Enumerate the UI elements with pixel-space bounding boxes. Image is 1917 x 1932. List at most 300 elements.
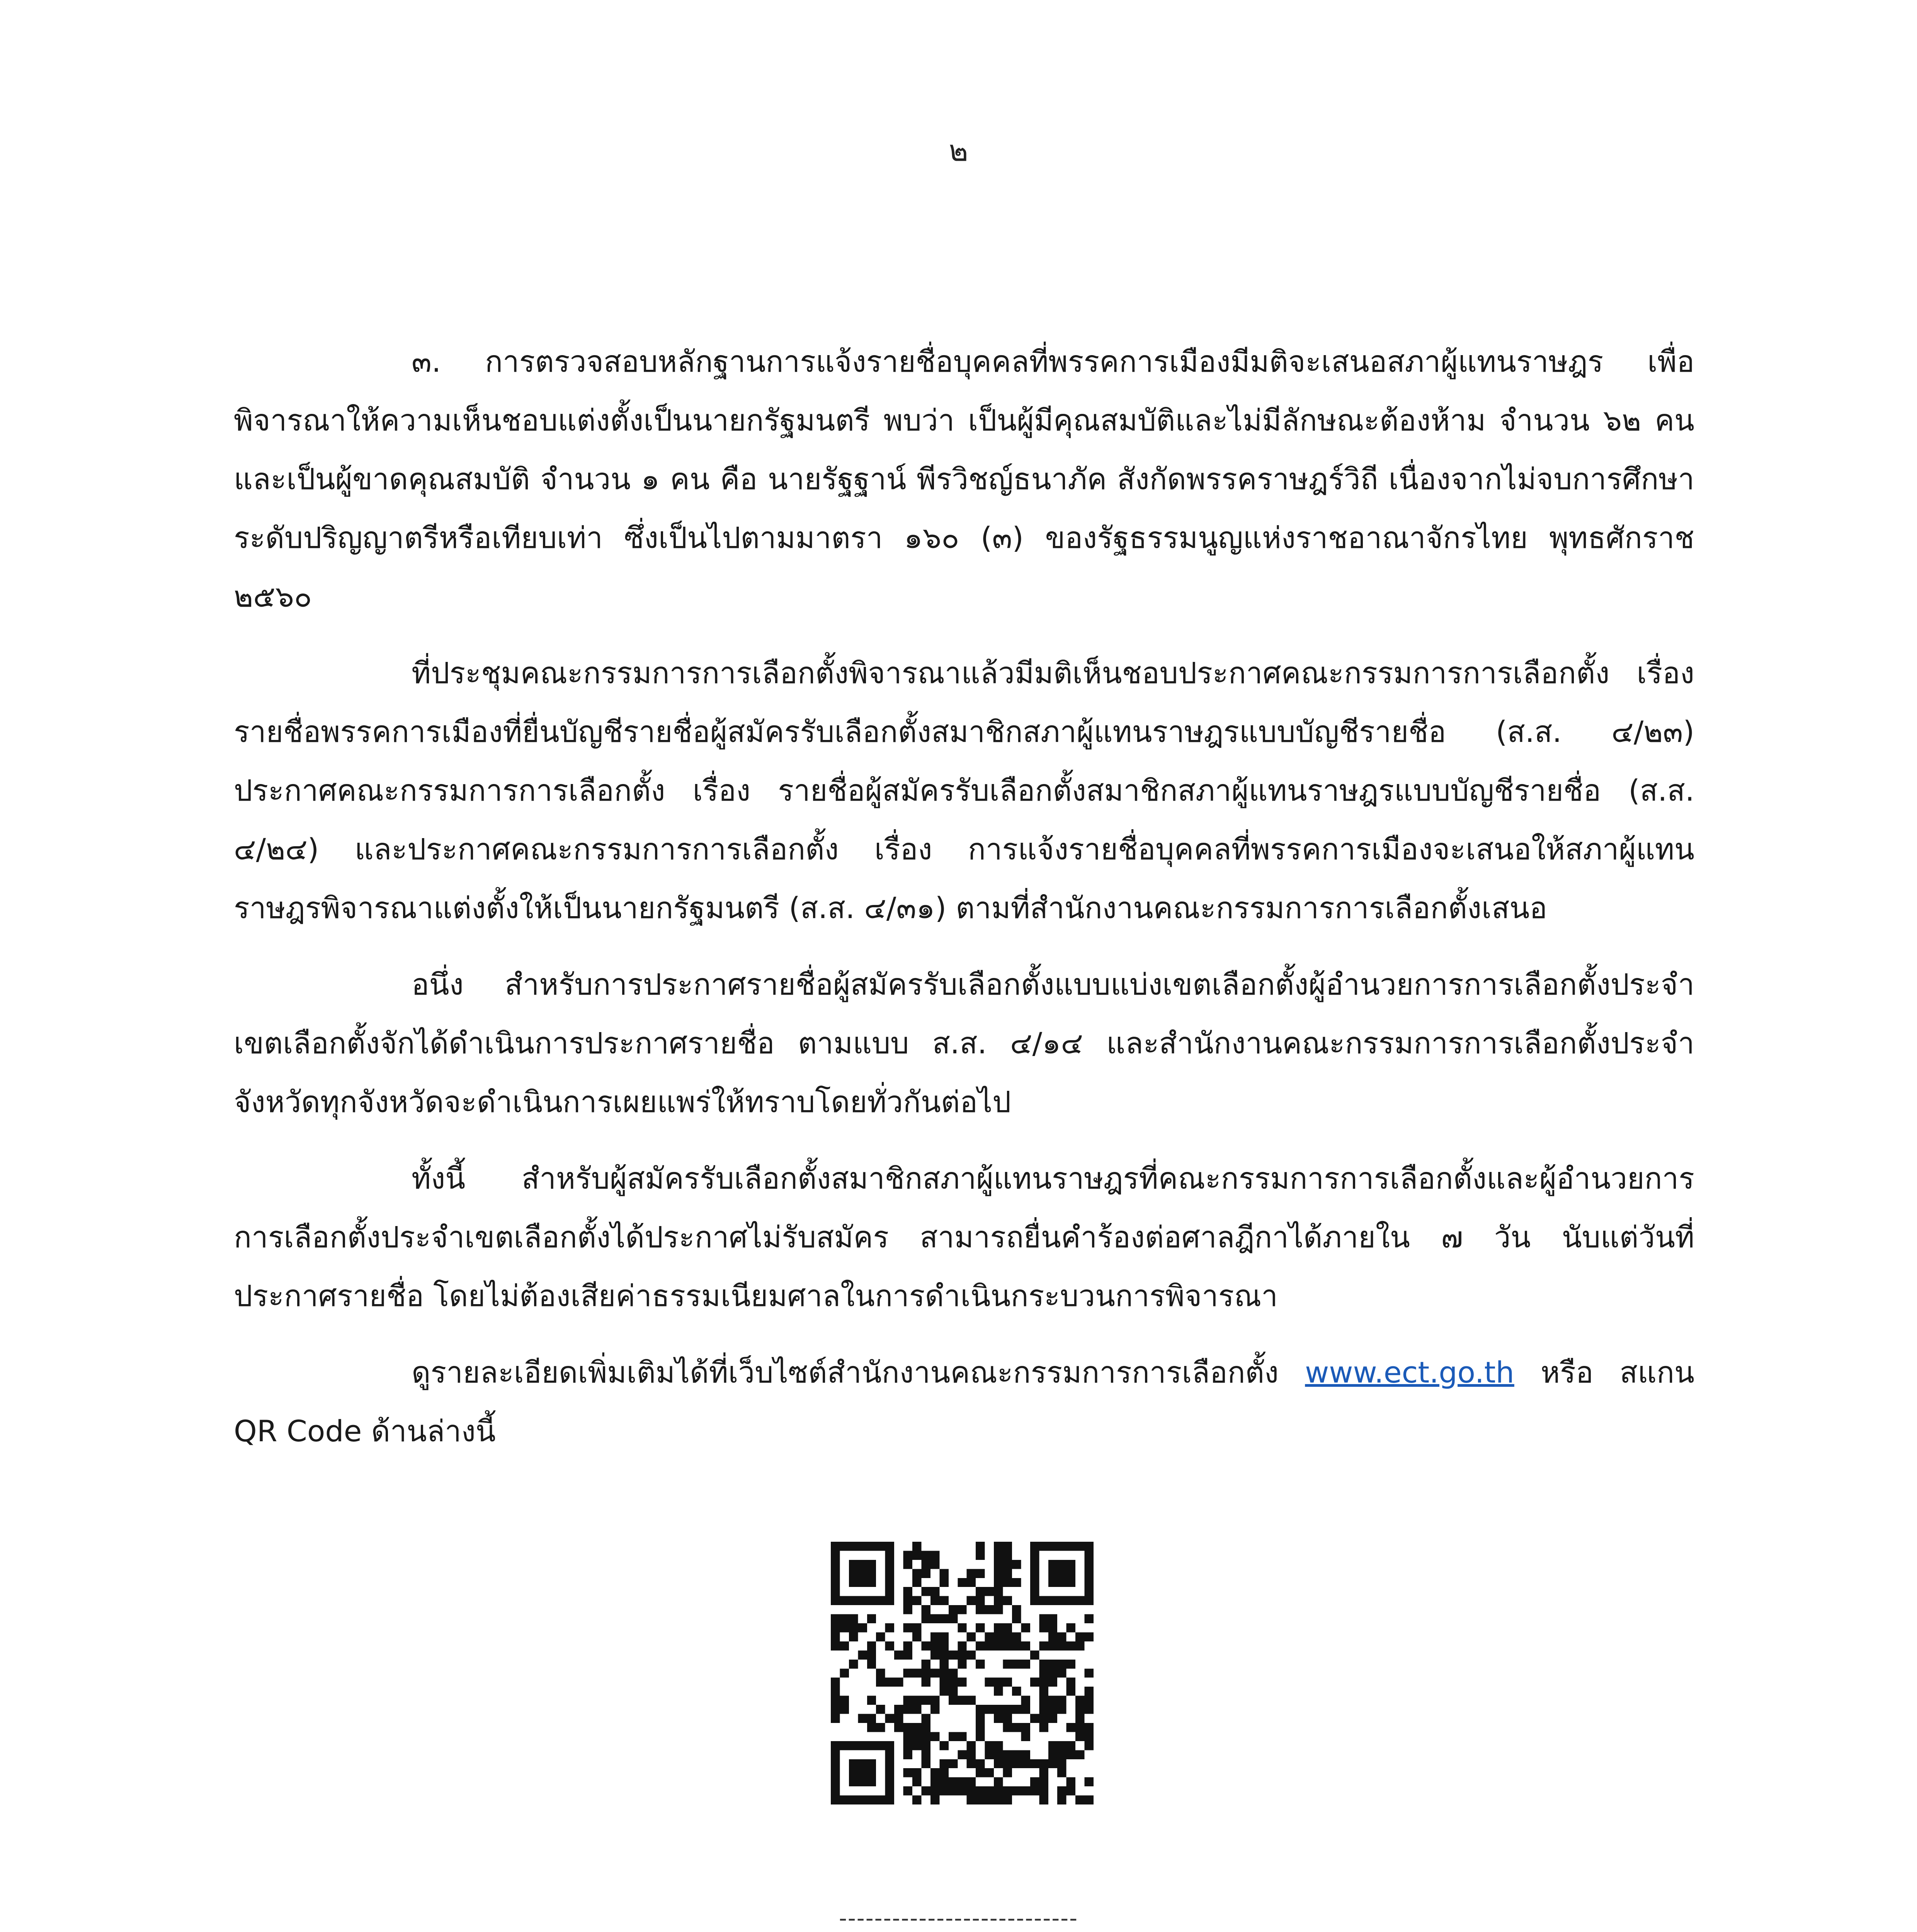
qr-module — [840, 1705, 849, 1714]
qr-module — [1057, 1741, 1066, 1750]
qr-module — [1067, 1623, 1075, 1632]
qr-module — [930, 1768, 939, 1777]
qr-module — [1057, 1786, 1066, 1795]
qr-module — [831, 1714, 840, 1723]
qr-module — [939, 1687, 948, 1696]
qr-module — [930, 1777, 939, 1786]
qr-module — [976, 1768, 985, 1777]
qr-module — [912, 1768, 921, 1777]
qr-module — [1003, 1750, 1012, 1759]
qr-module — [1085, 1614, 1094, 1623]
qr-module — [985, 1786, 994, 1795]
qr-module — [1085, 1732, 1094, 1741]
qr-module — [921, 1605, 930, 1614]
qr-module — [939, 1678, 948, 1687]
qr-module — [994, 1687, 1003, 1696]
qr-module — [831, 1678, 840, 1687]
qr-module — [849, 1614, 858, 1623]
qr-module — [967, 1759, 976, 1768]
qr-module — [930, 1796, 939, 1804]
qr-module — [1075, 1632, 1084, 1641]
qr-module — [1003, 1660, 1012, 1668]
qr-module — [840, 1668, 849, 1677]
qr-module — [1003, 1705, 1012, 1714]
qr-module — [1048, 1678, 1057, 1687]
qr-module — [949, 1777, 958, 1786]
qr-module — [867, 1641, 876, 1650]
document-body — [234, 332, 1694, 1478]
qr-module — [967, 1578, 976, 1587]
qr-module — [1085, 1632, 1094, 1641]
qr-module — [1067, 1750, 1075, 1759]
page-number: ๒ — [949, 133, 968, 168]
qr-module — [1048, 1696, 1057, 1705]
qr-module — [1075, 1641, 1084, 1650]
qr-module — [894, 1650, 903, 1659]
qr-module — [958, 1750, 966, 1759]
qr-module — [930, 1668, 939, 1677]
qr-module — [1021, 1750, 1030, 1759]
qr-module — [1075, 1750, 1084, 1759]
qr-module — [967, 1777, 976, 1786]
qr-module — [985, 1796, 994, 1804]
qr-module — [912, 1596, 921, 1605]
qr-module — [1048, 1750, 1057, 1759]
qr-module — [994, 1714, 1003, 1723]
qr-module — [921, 1714, 930, 1723]
qr-module — [894, 1705, 903, 1714]
paragraph-announcement: อนึ่ง สำหรับการประกาศรายชื่อผู้สมัครรับเลือกตั้งแบบแบ่งเขตเลือกตั้งผู้อำนวยการการเลือกตั้งประจำเขตเลือกตั้งจักได้ดำเนินการประกาศรายชื่อ ตามแบบ ส.ส. ๔/๑๔ และสำนักงานคณะกรรมการการเลือกตั้งประจำจังหวัดทุกจังหวัดจะดำเนินการเผยแพร่ให้ทราบโดยทั่วกันต่อไป — [234, 967, 1694, 1119]
qr-module — [976, 1660, 985, 1668]
qr-module — [930, 1614, 939, 1623]
qr-module — [1012, 1723, 1021, 1732]
qr-module — [1003, 1569, 1012, 1578]
qr-module — [1003, 1542, 1012, 1551]
qr-module — [994, 1759, 1003, 1768]
qr-module — [903, 1750, 912, 1759]
qr-module — [958, 1696, 966, 1705]
qr-module — [912, 1705, 921, 1714]
qr-module — [1030, 1650, 1039, 1659]
qr-module — [1021, 1660, 1030, 1668]
qr-module — [994, 1551, 1003, 1560]
qr-module — [958, 1777, 966, 1786]
qr-module — [994, 1641, 1003, 1650]
qr-module — [1021, 1641, 1030, 1650]
qr-module — [939, 1596, 948, 1605]
qr-module — [831, 1696, 840, 1705]
qr-module — [840, 1696, 849, 1705]
qr-module — [976, 1542, 985, 1551]
qr-module — [930, 1705, 939, 1714]
qr-module — [1039, 1696, 1048, 1705]
qr-module — [1057, 1632, 1066, 1641]
qr-module — [867, 1723, 876, 1732]
qr-module — [985, 1768, 994, 1777]
qr-module — [939, 1786, 948, 1795]
qr-module — [1067, 1777, 1075, 1786]
qr-module — [1075, 1705, 1084, 1714]
qr-module — [949, 1786, 958, 1795]
qr-module — [903, 1696, 912, 1705]
qr-module — [1012, 1578, 1021, 1587]
qr-module — [1021, 1732, 1030, 1741]
qr-module — [994, 1569, 1003, 1578]
qr-module — [949, 1678, 958, 1687]
qr-module — [967, 1741, 976, 1750]
qr-module — [903, 1668, 912, 1677]
qr-module — [1075, 1796, 1084, 1804]
qr-module — [1057, 1641, 1066, 1650]
qr-module — [1048, 1632, 1057, 1641]
qr-module — [1012, 1641, 1021, 1650]
qr-module — [876, 1705, 885, 1714]
qr-module — [949, 1687, 958, 1696]
qr-module — [1003, 1632, 1012, 1641]
qr-module — [903, 1587, 912, 1596]
qr-module — [1030, 1759, 1039, 1768]
qr-module — [1048, 1660, 1057, 1668]
qr-module — [976, 1605, 985, 1614]
qr-module — [967, 1632, 976, 1641]
qr-module — [949, 1650, 958, 1659]
qr-module — [958, 1678, 966, 1687]
qr-module — [849, 1623, 858, 1632]
qr-module — [921, 1668, 930, 1677]
qr-module — [921, 1569, 930, 1578]
qr-module — [1085, 1723, 1094, 1732]
closing-text-after: หรือ สแกน QR Code ด้านล่างนี้ — [234, 1355, 1694, 1448]
qr-module — [976, 1732, 985, 1741]
qr-module — [1039, 1660, 1048, 1668]
qr-module — [976, 1705, 985, 1714]
qr-module — [1039, 1768, 1048, 1777]
qr-module — [1057, 1768, 1066, 1777]
qr-module — [1030, 1777, 1039, 1786]
qr-module — [939, 1569, 948, 1578]
qr-module — [930, 1786, 939, 1795]
qr-module — [921, 1678, 930, 1687]
qr-module — [912, 1623, 921, 1632]
qr-module — [985, 1705, 994, 1714]
qr-module — [1012, 1687, 1021, 1696]
qr-module — [930, 1641, 939, 1650]
ect-website-link[interactable]: www.ect.go.th — [1305, 1355, 1514, 1389]
qr-module — [1039, 1668, 1048, 1677]
qr-module — [994, 1786, 1003, 1795]
qr-module — [939, 1777, 948, 1786]
qr-module — [1067, 1786, 1075, 1795]
qr-module — [939, 1614, 948, 1623]
qr-module — [930, 1551, 939, 1560]
qr-module — [958, 1660, 966, 1668]
qr-module — [939, 1650, 948, 1659]
qr-module — [939, 1668, 948, 1677]
qr-module — [939, 1641, 948, 1650]
qr-module — [876, 1723, 885, 1732]
qr-module — [894, 1714, 903, 1723]
qr-module — [921, 1560, 930, 1569]
qr-module — [1003, 1596, 1012, 1605]
qr-module — [903, 1741, 912, 1750]
qr-module — [912, 1777, 921, 1786]
qr-module — [894, 1723, 903, 1732]
qr-module — [1012, 1759, 1021, 1768]
qr-module — [1057, 1660, 1066, 1668]
qr-module — [1012, 1786, 1021, 1795]
qr-module — [1057, 1705, 1066, 1714]
qr-module — [1039, 1714, 1048, 1723]
qr-module — [1021, 1705, 1030, 1714]
qr-module — [894, 1678, 903, 1687]
qr-module — [939, 1759, 948, 1768]
qr-module — [1030, 1786, 1039, 1795]
qr-module — [1039, 1759, 1048, 1768]
qr-module — [867, 1696, 876, 1705]
qr-module — [1048, 1623, 1057, 1632]
qr-module — [949, 1614, 958, 1623]
qr-module — [994, 1741, 1003, 1750]
qr-module — [912, 1696, 921, 1705]
qr-module — [1057, 1796, 1066, 1804]
qr-module — [1075, 1696, 1084, 1705]
qr-module — [1057, 1696, 1066, 1705]
qr-module — [994, 1578, 1003, 1587]
qr-module — [1003, 1714, 1012, 1723]
qr-module — [930, 1596, 939, 1605]
qr-module — [1021, 1723, 1030, 1732]
qr-module — [994, 1596, 1003, 1605]
qr-module — [958, 1786, 966, 1795]
qr-module — [912, 1569, 921, 1578]
qr-module — [1021, 1623, 1030, 1632]
qr-module — [903, 1732, 912, 1741]
qr-module — [930, 1560, 939, 1569]
qr-module — [985, 1605, 994, 1614]
qr-module — [1057, 1759, 1066, 1768]
qr-module — [1012, 1614, 1021, 1623]
qr-module — [985, 1741, 994, 1750]
qr-module — [1039, 1723, 1048, 1732]
qr-module — [976, 1569, 985, 1578]
qr-module — [958, 1641, 966, 1650]
qr-module — [921, 1741, 930, 1750]
qr-module — [912, 1542, 921, 1551]
qr-module — [1003, 1641, 1012, 1650]
qr-module — [921, 1551, 930, 1560]
qr-module — [903, 1641, 912, 1650]
qr-module — [994, 1560, 1003, 1569]
qr-module — [1003, 1560, 1012, 1569]
qr-module — [831, 1614, 840, 1623]
qr-module — [912, 1741, 921, 1750]
qr-module — [985, 1587, 994, 1596]
qr-module — [994, 1632, 1003, 1641]
qr-module — [976, 1714, 985, 1723]
qr-module — [1057, 1750, 1066, 1759]
qr-module — [994, 1750, 1003, 1759]
qr-module — [967, 1786, 976, 1795]
qr-module — [840, 1641, 849, 1650]
qr-module — [1067, 1723, 1075, 1732]
qr-module — [903, 1650, 912, 1659]
qr-module — [1003, 1759, 1012, 1768]
qr-module — [921, 1660, 930, 1668]
qr-module — [1003, 1768, 1012, 1777]
qr-module — [976, 1796, 985, 1804]
qr-module — [903, 1768, 912, 1777]
qr-module — [831, 1687, 840, 1696]
qr-module — [967, 1650, 976, 1659]
qr-module — [1003, 1723, 1012, 1732]
qr-module — [930, 1632, 939, 1641]
qr-module — [1075, 1732, 1084, 1741]
qr-module — [967, 1596, 976, 1605]
qr-module — [994, 1777, 1003, 1786]
qr-module — [958, 1623, 966, 1632]
closing-text: ดูรายละเอียดเพิ่มเติมได้ที่เว็บไซต์สำนักงานคณะกรรมการการเลือกตั้ง — [412, 1355, 1305, 1389]
qr-module — [831, 1705, 840, 1714]
paragraph-appeal: ทั้งนี้ สำหรับผู้สมัครรับเลือกตั้งสมาชิกสภาผู้แทนราษฎรที่คณะกรรมการการเลือกตั้งและผู้อำนวยการการเลือกตั้งประจำเขตเลือกตั้งได้ประกาศไม่รับสมัคร สามารถยื่นคำร้องต่อศาลฎีกาได้ภายใน ๗ วัน นับแต่วันที่ประกาศรายชื่อ โดยไม่ต้องเสียค่าธรรมเนียมศาลในการดำเนินกระบวนการพิจารณา — [234, 1161, 1694, 1313]
qr-module — [939, 1741, 948, 1750]
qr-module — [849, 1632, 858, 1641]
qr-module — [1067, 1687, 1075, 1696]
qr-module — [912, 1632, 921, 1641]
qr-module — [1039, 1796, 1048, 1804]
qr-module — [867, 1714, 876, 1723]
qr-module — [1039, 1678, 1048, 1687]
qr-module — [994, 1796, 1003, 1804]
qr-module — [976, 1587, 985, 1596]
qr-module — [1003, 1551, 1012, 1560]
qr-module — [1085, 1741, 1094, 1750]
qr-module — [858, 1650, 867, 1659]
qr-module — [1048, 1705, 1057, 1714]
qr-module — [903, 1705, 912, 1714]
qr-module — [1048, 1641, 1057, 1650]
qr-module — [903, 1596, 912, 1605]
qr-module — [1021, 1786, 1030, 1795]
qr-module — [912, 1723, 921, 1732]
qr-module — [1039, 1623, 1048, 1632]
qr-module — [912, 1551, 921, 1560]
qr-module — [1039, 1614, 1048, 1623]
qr-module — [1003, 1796, 1012, 1804]
qr-module — [994, 1542, 1003, 1551]
qr-module — [1030, 1714, 1039, 1723]
qr-module — [921, 1641, 930, 1650]
qr-module — [985, 1632, 994, 1641]
qr-module — [1039, 1705, 1048, 1714]
qr-module — [976, 1786, 985, 1795]
qr-module — [1067, 1660, 1075, 1668]
qr-module — [876, 1678, 885, 1687]
qr-module — [985, 1641, 994, 1650]
qr-module — [976, 1759, 985, 1768]
qr-module — [840, 1614, 849, 1623]
qr-module — [1048, 1614, 1057, 1623]
qr-module — [1057, 1668, 1066, 1677]
qr-module — [1048, 1759, 1057, 1768]
qr-module — [858, 1623, 867, 1632]
qr-module — [939, 1578, 948, 1587]
qr-module — [967, 1750, 976, 1759]
qr-module — [967, 1696, 976, 1705]
qr-module — [885, 1641, 894, 1650]
qr-module — [967, 1569, 976, 1578]
qr-module — [1048, 1741, 1057, 1750]
qr-module — [1003, 1678, 1012, 1687]
qr-module — [976, 1641, 985, 1650]
qr-module — [1030, 1678, 1039, 1687]
qr-module — [867, 1660, 876, 1668]
qr-module — [1085, 1668, 1094, 1677]
qr-module — [876, 1668, 885, 1677]
qr-module — [921, 1614, 930, 1623]
qr-module — [876, 1632, 885, 1641]
qr-module — [1067, 1678, 1075, 1687]
section-divider: --------------------------- — [839, 1905, 1078, 1931]
qr-module — [1085, 1696, 1094, 1705]
qr-module — [976, 1723, 985, 1732]
qr-module — [849, 1660, 858, 1668]
qr-module — [1012, 1605, 1021, 1614]
qr-module — [921, 1587, 930, 1596]
qr-module — [958, 1605, 966, 1614]
qr-module — [1021, 1759, 1030, 1768]
qr-module — [994, 1623, 1003, 1632]
qr-module — [831, 1632, 840, 1641]
qr-module — [867, 1650, 876, 1659]
qr-module — [1003, 1786, 1012, 1795]
qr-module — [885, 1714, 894, 1723]
qr-module — [994, 1705, 1003, 1714]
qr-module — [867, 1614, 876, 1623]
qr-module — [985, 1678, 994, 1687]
qr-module — [1003, 1578, 1012, 1587]
qr-module — [1039, 1777, 1048, 1786]
qr-module — [1085, 1777, 1094, 1786]
qr-module — [831, 1623, 840, 1632]
qr-module — [930, 1732, 939, 1741]
qr-module — [831, 1641, 840, 1650]
qr-module — [976, 1596, 985, 1605]
qr-module — [930, 1650, 939, 1659]
qr-module — [939, 1768, 948, 1777]
qr-module — [1012, 1632, 1021, 1641]
qr-module — [1085, 1796, 1094, 1804]
qr-module — [921, 1696, 930, 1705]
qr-module — [958, 1732, 966, 1741]
qr-module — [912, 1668, 921, 1677]
qr-module — [949, 1668, 958, 1677]
qr-module — [912, 1578, 921, 1587]
qr-module — [921, 1759, 930, 1768]
qr-module — [903, 1551, 912, 1560]
qr-module — [840, 1623, 849, 1632]
qr-module — [976, 1623, 985, 1632]
qr-module — [985, 1750, 994, 1759]
qr-module — [921, 1750, 930, 1759]
qr-module — [1085, 1705, 1094, 1714]
qr-module — [1012, 1660, 1021, 1668]
qr-module — [930, 1696, 939, 1705]
qr-module — [994, 1678, 1003, 1687]
qr-module — [967, 1796, 976, 1804]
qr-module — [903, 1560, 912, 1569]
qr-module — [903, 1723, 912, 1732]
qr-module — [903, 1623, 912, 1632]
